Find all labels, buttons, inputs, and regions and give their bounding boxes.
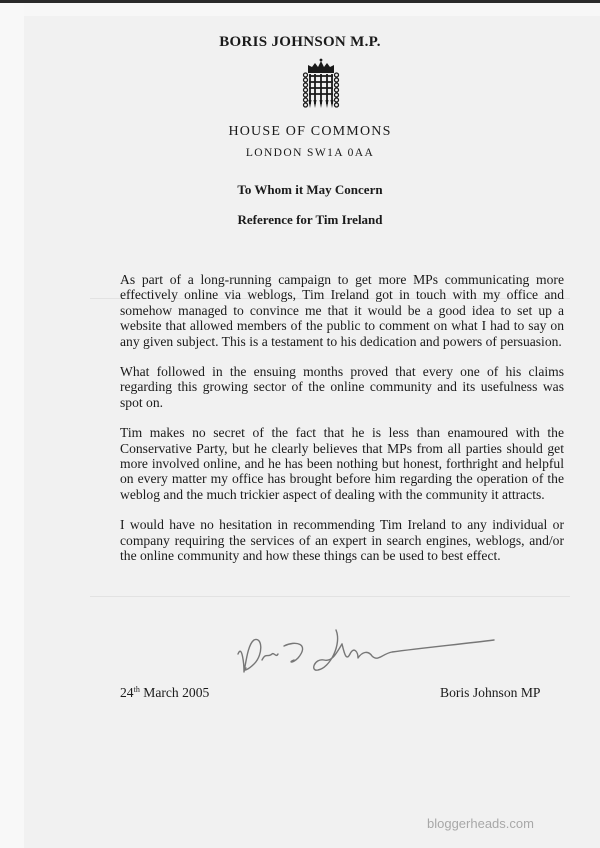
scan-margin-top <box>0 3 600 16</box>
salutation-heading: To Whom it May Concern <box>237 182 383 197</box>
paper-fold-line <box>90 596 570 597</box>
body-paragraph: As part of a long-running campaign to get more MPs communicating more effectively online via weblogs, Tim Ireland got in touch with my office and somehow managed to convince me that it would be a good idea to set up a website that allowed members of the public to comment on what I had to say on any given subject. This is a testament to his dedication and powers of persuasion. <box>120 272 564 349</box>
institution-name: HOUSE OF COMMONS <box>228 124 392 139</box>
signoff-name: Boris Johnson MP <box>440 685 541 700</box>
subject-heading: Reference for Tim Ireland <box>237 212 383 227</box>
letter-date <box>120 685 209 701</box>
letterhead-name: BORIS JOHNSON M.P. <box>219 34 381 50</box>
body-paragraph: What followed in the ensuing months proved that every one of his claims regarding this growing sector of the online community and its usefulness was spot on. <box>120 364 564 410</box>
handwritten-signature-icon <box>232 624 502 678</box>
institution-address: LONDON SW1A 0AA <box>245 147 375 159</box>
date-ordinal-suffix: th <box>133 685 140 694</box>
body-paragraph: Tim makes no secret of the fact that he is less than enamoured with the Conservative Party, but he clearly believes that MPs from all parties should get more involved online, and he has been nothing but honest, forthright and helpful on every matter my office has brought before him regarding the operation of the weblog and the much trickier aspect of dealing with the community it attracts. <box>120 425 564 502</box>
letter-body <box>120 272 564 579</box>
date-month-year: March 2005 <box>139 685 210 700</box>
portcullis-crest-icon <box>302 58 340 110</box>
watermark-text: bloggerheads.com <box>427 816 534 831</box>
date-day: 24 <box>120 685 134 700</box>
body-paragraph: I would have no hesitation in recommending Tim Ireland to any individual or company requiring the services of an expert in search engines, weblogs, and/or the online community and how these things can be used to best effect. <box>120 517 564 564</box>
